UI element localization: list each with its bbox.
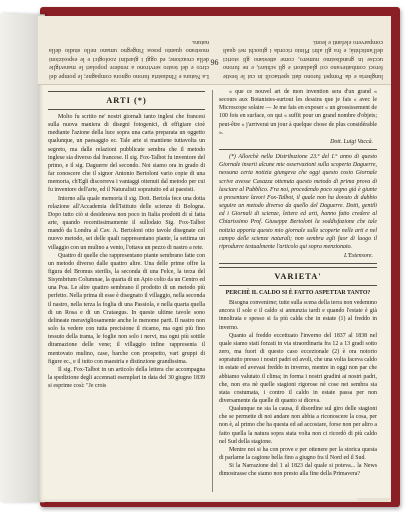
varieta-paragraph: Mentre noi si ha con prove e per ottenere per la storica questa di parlarne la cagione bella fino a giugno fra il Nord ed il Sud. <box>219 446 377 462</box>
signature: Dott. Luigi Vaccà. <box>330 138 373 145</box>
column-right <box>219 88 377 498</box>
editor-signature: L'Estensore. <box>343 252 373 259</box>
arti-paragraph: Il sig. Fox-Talbot in un articolo della lettera che accompagna la spedizione degli accennati esemplari in data del 30 giugno 1839 si esprime così: "Je crois <box>48 366 205 390</box>
flap-text-right: La Natura e l'Industria furono ognora compagne; le pompe del circo e del teatro servirono a rendere popolari le maraviglie della creazione; ed oggi i giardini zoologici e le esposizioni mostrano quanto possa l'ingegno umano nello studio della natura. <box>49 38 209 80</box>
editor-notice: (*) Allorchè nella Distribuzione 23.ª del I.° anno di questo Giornale inserii alcune mie osservazioni sulla scoperta Daguerre, nessuna certa notizia giungeva che oggi questo cosio Giornale scrive avesse Casazza ottenuta questo metodo di prima prova di lasciare al Pubblico. Fra noi, procedendo poco segno già è giunte a presentare lavori Fox-Talbot, il quale non ha dovuto di dubbio seguire un metodo diverso da quello del Daguerre. Dotti, gentili ed i Giornali di scienze, lettere ed arti, hanno fatto credere al Chiarissimo Prof. Giuseppe Bertoloni la soddisfazione che tale notizia apporta questo mio giornale sulle scoperte nelle arti e nel campo delle scienze naturali; non sembra egli fuor di luogo il riprodurre testualmente l'articolo qui sopra menzionato. <box>219 154 377 250</box>
column-left <box>48 88 205 498</box>
double-rule <box>219 263 377 268</box>
heading-rule <box>48 109 205 110</box>
arti-heading: ARTI (*) <box>106 96 147 105</box>
quote-continuation: « que ce nouvel art de mon invention sera d'un grand « secours aux Botanistes-surtout les dessins que je fais « avec le Microscope solaire — Je me fais en exposer « un grossissement de 100 fois en surface, on qui « suffit pour un grand nombre d'objets; peut-être « j'arriverai un jour à quelque chose de plus considérable ». <box>219 89 377 136</box>
folded-page-flap <box>38 16 391 85</box>
varieta-subheading: PERCHÈ IL CALDO SI È FATTO ASPETTAR TANTO? <box>225 290 371 297</box>
arti-paragraph: Molto fu scritto ne' nostri giornali tanto inglesi che francesi sulla nuova maniera di disegni fotogenici, di effigiare cioè mediante l'azione della luce sopra una carta preparata un oggetto qualunque, un paesaggio ec. Tale arte si mantiene tuttavolta un segreto, ma dalle relazioni pubblicate sembra che il metodo inglese sia diverso dal francese. Il sig. Fox-Talbot fu inventore del primo, e il sig. Daguerre del secondo. Noi siamo ora in grado di far conoscere che il signor Antonio Bertoloni vario copie di una memoria, ch'Egli discorreva i vantaggi ottenuti dal metodo per cui fu inventore dell'arte, ed il Naturalisti sopratutto ed ai paesisti. <box>48 114 205 194</box>
column-divider <box>212 90 213 492</box>
arti-paragraph: Intorno alla quale memoria il sig. Dott. Bertola fece una dotta relazione all'Accademia dell'Istituto delle scienze di Bologna. Dopo tutto ciò si desiderava non poco in Italia prodotti di sì fatta arte, quando recentissimamente il sullodato Sig. Fox-Talbot mandò da Londra al Cav. A. Bertoloni otto tavole disegnate col nuovo metodo, sei delle quali rappresentano piante, la settima un villaggio con un mulino a vento, l'ottava un pezzo di nastro a rete. <box>48 195 205 251</box>
varieta-paragraph: Bisogna convenirne; tutte sulla scena della terra non vedemmo ancora il sole e il caldo si annunzia tardi e quando l'estate è già innoltrata e spesso si fa più calda che in estate (1) al freddo in inverno. <box>219 300 377 331</box>
varieta-heading: VARIETA' <box>274 272 322 282</box>
varieta-paragraph: Si la Narrazione del 1 al 1823 dal quale si poteva... la News dimostrasse che siamo non presto alla fine della Primavera? <box>219 463 377 478</box>
varieta-paragraph: Qualunque ne sia la causa, il disordine sul giro delle stagioni che se permette di noi andare non abbia a riconoscere la cosa, per non è, al primo che ha questa ed ad accostare, forse non per altro a fatto quella la natura sopra stata volta non ci ricordò di più caldo nel Sud della stagione. <box>219 406 377 445</box>
newspaper-page <box>38 16 391 502</box>
page-corner-tab <box>357 498 391 502</box>
top-rule <box>48 91 205 92</box>
section-rule <box>219 149 377 150</box>
arti-paragraph: Quattro di quelle che rappresentano piante sembrano fatte con un metodo diverso dalle quattro altre. Una delle prime offre la figura del Bromus sterilis, la seconda di una Felce, la terza del Sisymbrium Columnae, la quarta di un Apio colto da un Centro ed una Poa. Le altre quattro sembrano il prodotto di un metodo più perfetto. Nella prima di esse è disegnato il villaggio, nella seconda il nastro, nella terza la foglia di una Passiola, e nella quarta quella di un Rosa e di un Crataegus. In queste ultime tavole sono delineate meravigliosamente anche le menome parti. Il nastro non solo fa vedere con tutta precisione il ricamo, ma ogni più fino tessuto della trama, le foglie non solo i nervi, ma ogni più sottile diramazione delle vene; il villaggio infine rappresenta il mentovato mulino, case, barche con prospetto, vari gruppi di figure ec., e il tutto con maestria e distinzione grandissima. <box>48 252 205 365</box>
page-number: 96 <box>210 58 219 67</box>
flap-text-left: lungheria e da Pompei furono dati spettacoli in cui le bestie feroci combattevano coi gladiatori e gli schiavi, e ne furono uccise in grandissimo numero, come attestano gli storici dell'antichità; e fra gli altri Plinio ricorda i giuochi nei quali comparvero elefanti e leoni. <box>223 38 383 80</box>
heading-rule <box>219 285 377 286</box>
varieta-paragraph: Quanto al freddo eccettuato l'inverno del 1837 al 1838 nel quale siamo stati forzati in via straordinaria fra 12 a 13 gradi sotto zero, ma fuori di questo caso eccezionale (2) è ora notorio sopratutto presso i nostri padri ed avoli, che una volta faceva caldo in estate ed avevasi freddo in inverno, mentre in oggi non par che abbiamo valutato il clima; in forma i nostri gradini ai nostri padri, che, non era nè quelle stagioni rigorose nè cose nei sembra sia stata costumata, i contro il caldo in estate passa per non diversamente da quelle di quanto si diceva. <box>219 332 377 404</box>
